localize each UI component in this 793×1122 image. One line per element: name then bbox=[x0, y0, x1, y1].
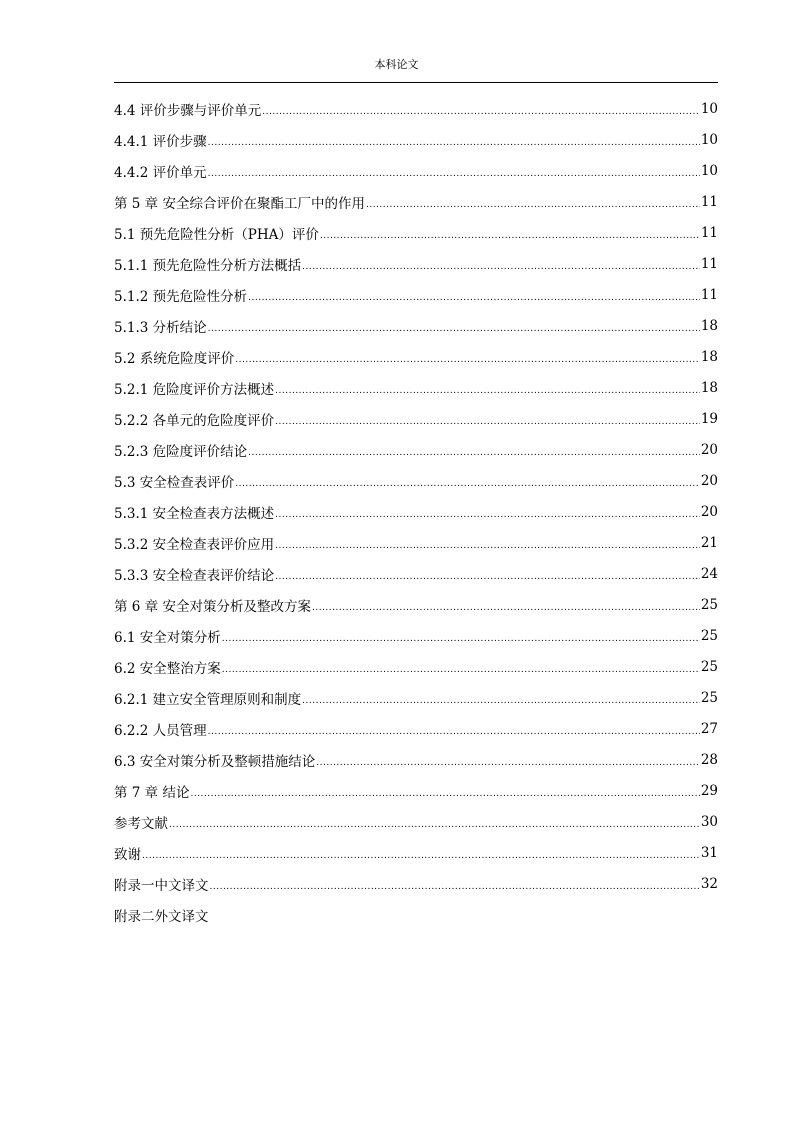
toc-entry-page-number: 18 bbox=[700, 379, 718, 396]
toc-entry[interactable] bbox=[114, 496, 718, 527]
toc-dot-leader bbox=[275, 386, 700, 396]
toc-entry[interactable] bbox=[114, 682, 718, 713]
toc-entry-page-number: 11 bbox=[700, 286, 718, 303]
toc-entry[interactable] bbox=[114, 465, 718, 496]
toc-dot-leader bbox=[222, 665, 700, 675]
toc-entry-page-number: 29 bbox=[700, 782, 718, 799]
toc-entry-title: 5.2.2 各单元的危险度评价 bbox=[114, 412, 275, 429]
toc-entry-page-number: 32 bbox=[700, 875, 718, 892]
toc-dot-leader bbox=[222, 634, 700, 644]
toc-entry-page-number: 18 bbox=[700, 348, 718, 365]
toc-entry-title: 5.1.3 分析结论 bbox=[114, 319, 207, 336]
toc-entry[interactable] bbox=[114, 93, 718, 124]
toc-entry-title: 6.3 安全对策分析及整顿措施结论 bbox=[114, 753, 316, 770]
toc-entry-page-number: 25 bbox=[700, 689, 718, 706]
toc-dot-leader bbox=[248, 448, 700, 458]
toc-entry-title: 5.3.3 安全检查表评价结论 bbox=[114, 567, 275, 584]
toc-entry-title: 5.1.2 预先危险性分析 bbox=[114, 288, 248, 305]
toc-entry-title: 5.1.1 预先危险性分析方法概括 bbox=[114, 257, 302, 274]
toc-entry-title: 5.3.1 安全检查表方法概述 bbox=[114, 505, 275, 522]
toc-dot-leader bbox=[302, 262, 700, 272]
toc-entry-title: 5.2.3 危险度评价结论 bbox=[114, 443, 248, 460]
toc-entry-title: 5.1 预先危险性分析（PHA）评价 bbox=[114, 226, 319, 243]
toc-entry[interactable] bbox=[114, 341, 718, 372]
toc-entry-page-number: 19 bbox=[700, 410, 718, 427]
toc-entry-page-number: 10 bbox=[700, 131, 718, 148]
toc-entry-title: 第 6 章 安全对策分析及整改方案 bbox=[114, 598, 311, 615]
page-header: 本科论文 bbox=[374, 58, 419, 71]
toc-entry-page-number: 18 bbox=[700, 317, 718, 334]
toc-dot-leader bbox=[210, 882, 700, 892]
toc-entry-page-number: 25 bbox=[700, 596, 718, 613]
toc-entry-title: 参考文献 bbox=[114, 815, 168, 832]
toc-entry[interactable] bbox=[114, 589, 718, 620]
toc-entry[interactable] bbox=[114, 403, 718, 434]
toc-entry-page-number: 11 bbox=[700, 193, 718, 210]
toc-dot-leader bbox=[275, 417, 700, 427]
toc-entry[interactable] bbox=[114, 868, 718, 899]
toc-entry-title: 第 7 章 结论 bbox=[114, 784, 190, 801]
toc-entry[interactable] bbox=[114, 372, 718, 403]
toc-entry[interactable] bbox=[114, 837, 718, 868]
toc-dot-leader bbox=[275, 510, 700, 520]
toc-entry-page-number: 20 bbox=[700, 503, 718, 520]
toc-entry-page-number: 30 bbox=[700, 813, 718, 830]
toc-entry[interactable] bbox=[114, 806, 718, 837]
toc-entry-page-number: 24 bbox=[700, 565, 718, 582]
toc-dot-leader bbox=[208, 169, 700, 179]
toc-entry-title: 5.3.2 安全检查表评价应用 bbox=[114, 536, 275, 553]
toc-entry-title: 第 5 章 安全综合评价在聚酯工厂中的作用 bbox=[114, 195, 365, 212]
toc-dot-leader bbox=[169, 820, 700, 830]
toc-entry-page-number: 11 bbox=[700, 224, 718, 241]
toc-entry-title: 4.4 评价步骤与评价单元 bbox=[114, 102, 262, 119]
toc-dot-leader bbox=[208, 324, 700, 334]
toc-dot-leader bbox=[312, 603, 700, 613]
toc-dot-leader bbox=[262, 107, 700, 117]
toc-dot-leader bbox=[316, 758, 700, 768]
toc-entry[interactable] bbox=[114, 248, 718, 279]
toc-dot-leader bbox=[320, 231, 700, 241]
toc-entry[interactable] bbox=[114, 310, 718, 341]
toc-entry-page-number: 10 bbox=[700, 162, 718, 179]
toc-entry[interactable] bbox=[114, 217, 718, 248]
toc-dot-leader bbox=[275, 572, 700, 582]
toc-entry[interactable] bbox=[114, 899, 718, 930]
table-of-contents bbox=[114, 93, 718, 930]
toc-entry-page-number: 20 bbox=[700, 441, 718, 458]
toc-entry-title: 6.1 安全对策分析 bbox=[114, 629, 221, 646]
toc-entry-title: 附录二外文译文 bbox=[114, 908, 209, 925]
toc-dot-leader bbox=[366, 200, 700, 210]
toc-entry[interactable] bbox=[114, 186, 718, 217]
toc-entry-title: 附录一中文译文 bbox=[114, 877, 209, 894]
toc-dot-leader bbox=[275, 541, 700, 551]
toc-entry[interactable] bbox=[114, 558, 718, 589]
toc-entry-title: 5.2 系统危险度评价 bbox=[114, 350, 235, 367]
toc-entry[interactable] bbox=[114, 651, 718, 682]
toc-dot-leader bbox=[208, 727, 700, 737]
toc-entry-page-number: 25 bbox=[700, 627, 718, 644]
toc-entry-page-number: 31 bbox=[700, 844, 718, 861]
toc-dot-leader bbox=[248, 293, 700, 303]
toc-entry[interactable] bbox=[114, 124, 718, 155]
toc-entry-page-number: 10 bbox=[700, 100, 718, 117]
toc-entry[interactable] bbox=[114, 620, 718, 651]
toc-entry-page-number: 21 bbox=[700, 534, 718, 551]
toc-entry-title: 致谢 bbox=[114, 846, 141, 863]
toc-entry-title: 5.3 安全检查表评价 bbox=[114, 474, 235, 491]
toc-entry[interactable] bbox=[114, 279, 718, 310]
toc-entry-page-number: 11 bbox=[700, 255, 718, 272]
toc-dot-leader bbox=[208, 138, 700, 148]
toc-dot-leader bbox=[235, 479, 700, 489]
toc-entry-title: 4.4.2 评价单元 bbox=[114, 164, 207, 181]
toc-dot-leader bbox=[302, 696, 700, 706]
toc-dot-leader bbox=[235, 355, 700, 365]
toc-entry-title: 5.2.1 危险度评价方法概述 bbox=[114, 381, 275, 398]
toc-entry-page-number: 25 bbox=[700, 658, 718, 675]
toc-entry[interactable] bbox=[114, 744, 718, 775]
toc-entry[interactable] bbox=[114, 434, 718, 465]
toc-entry-title: 6.2.2 人员管理 bbox=[114, 722, 207, 739]
toc-entry-title: 6.2 安全整治方案 bbox=[114, 660, 221, 677]
toc-entry[interactable] bbox=[114, 527, 718, 558]
toc-entry[interactable] bbox=[114, 713, 718, 744]
header-divider bbox=[114, 82, 718, 83]
toc-entry-title: 4.4.1 评价步骤 bbox=[114, 133, 207, 150]
toc-dot-leader bbox=[190, 789, 699, 799]
toc-dot-leader bbox=[142, 851, 700, 861]
toc-entry-page-number: 27 bbox=[700, 720, 718, 737]
toc-entry[interactable] bbox=[114, 775, 718, 806]
toc-entry[interactable] bbox=[114, 155, 718, 186]
toc-entry-title: 6.2.1 建立安全管理原则和制度 bbox=[114, 691, 302, 708]
toc-entry-page-number: 28 bbox=[700, 751, 718, 768]
toc-entry-page-number: 20 bbox=[700, 472, 718, 489]
